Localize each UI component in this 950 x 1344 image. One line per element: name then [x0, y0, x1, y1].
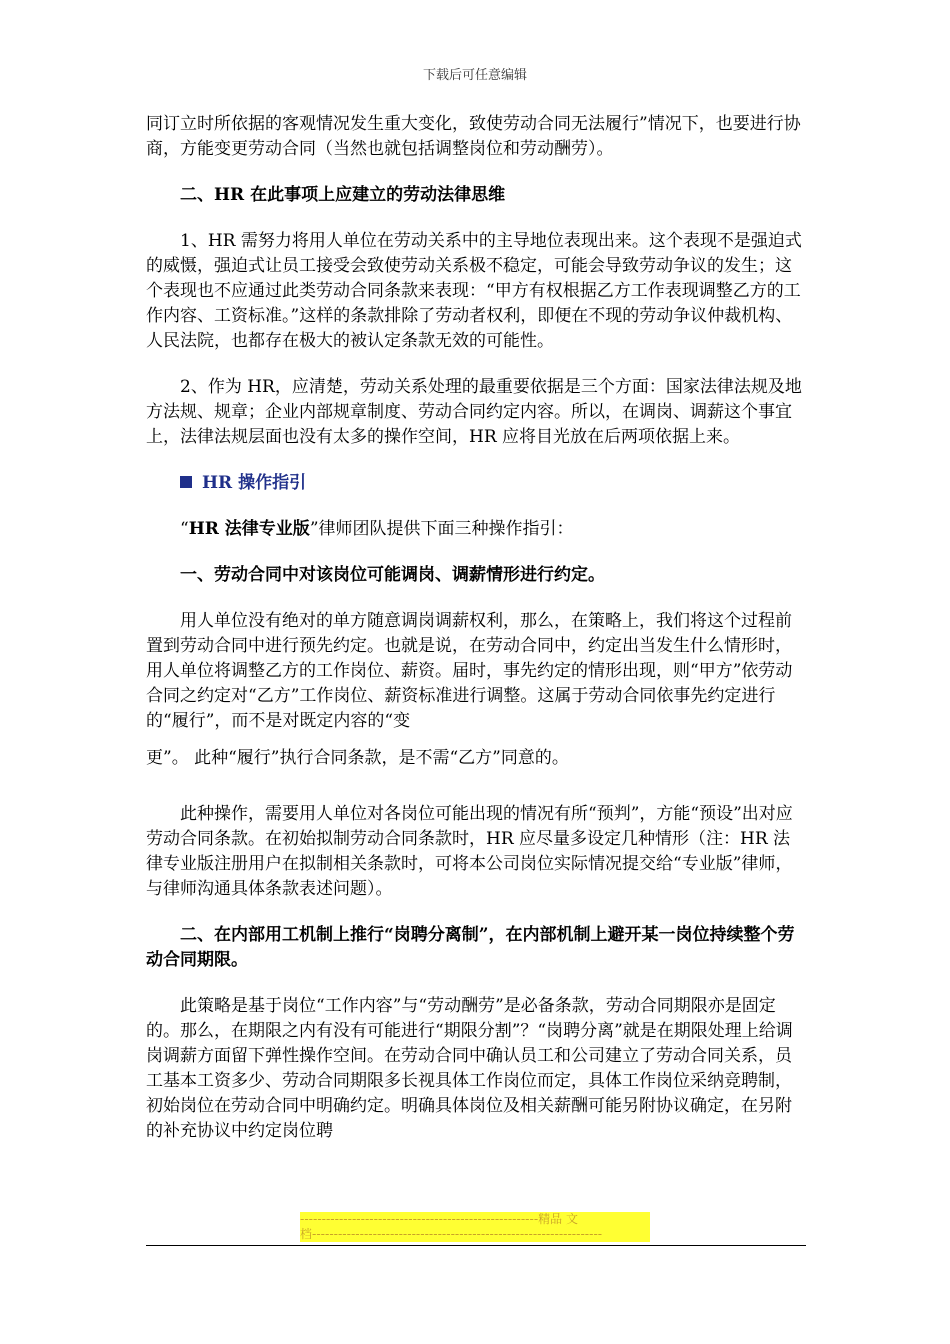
square-bullet-icon	[180, 476, 192, 488]
heading-legal-thinking: 二、HR 在此事项上应建立的劳动法律思维	[180, 185, 506, 205]
product-name: HR 法律专业版	[188, 519, 310, 539]
footer-divider	[146, 1245, 806, 1246]
section-title	[146, 471, 806, 496]
paragraph-guide-2: 此策略是基于岗位“工作内容”与“劳动酬劳”是必备条款，劳动合同期限亦是固定的。那么，在期限之内有没有可能进行“期限分割”？“岗聘分离”就是在期限处理上给调岗调薪方面留下弹性操作空间。在劳动合同中确认员工和公司建立了劳动合同关系，员工基本工资多少、劳动合同期限多长视具体工作岗位而定，具体工作岗位采纳竞聘制，初始岗位在劳动合同中明确约定。明确具体岗位及相关薪酬可能另附协议确定，在另附的补充协议中约定岗位聘	[146, 996, 793, 1141]
page-header: 下载后可任意编辑	[422, 68, 527, 83]
paragraph-continuation: 同订立时所依据的客观情况发生重大变化，致使劳动合同无法履行”情况下，也要进行协商，方能变更劳动合同（当然也就包括调整岗位和劳动酬劳）。	[146, 114, 801, 159]
paragraph-guide-1-end: 更”。 此种“履行”执行合同条款，是不需“乙方”同意的。	[146, 748, 569, 768]
heading-guide-1: 一、劳动合同中对该岗位可能调岗、调薪情形进行约定。	[180, 565, 605, 585]
paragraph-guide-1-note: 此种操作，需要用人单位对各岗位可能出现的情况有所“预判”，方能“预设”出对应劳动合同条款。在初始拟制劳动合同条款时，HR 应尽量多设定几种情形（注：HR 法律专业版注册用户在拟制相关条款时，可将本公司岗位实际情况提交给“专业版”律师，与律师沟通具体条款表述问题）。	[146, 804, 793, 899]
paragraph-point-1: 1、HR 需努力将用人单位在劳动关系中的主导地位表现出来。这个表现不是强迫式的威慑，强迫式让员工接受会致使劳动关系极不稳定，可能会导致劳动争议的发生；这个表现也不应通过此类劳动合同条款来表现：“甲方有权根据乙方工作表现调整乙方的工作内容、工资标准。”这样的条款排除了劳动者权利，即便在不现的劳动争议仲裁机构、人民法院，也都存在极大的被认定条款无效的可能性。	[146, 231, 802, 351]
paragraph-point-2: 2、作为 HR，应清楚，劳动关系处理的最重要依据是三个方面：国家法律法规及地方法规、规章；企业内部规章制度、劳动合同约定内容。所以，在调岗、调薪这个事宜上，法律法规层面也没有太多的操作空间，HR 应将目光放在后两项依据上来。	[146, 377, 802, 447]
intro-paragraph: “HR 法律专业版”律师团队提供下面三种操作指引：	[180, 519, 574, 539]
document-body	[146, 112, 806, 1144]
paragraph-guide-1: 用人单位没有绝对的单方随意调岗调薪权利，那么，在策略上，我们将这个过程前置到劳动合同中进行预先约定。也就是说，在劳动合同中，约定出当发生什么情形时，用人单位将调整乙方的工作岗位、薪资。届时，事先约定的情形出现，则“甲方”依劳动合同之约定对“乙方”工作岗位、薪资标准进行调整。这属于劳动合同依事先约定进行的“履行”，而不是对既定内容的“变	[146, 611, 793, 731]
watermark-footer: -------------------------------------------------------精品 文 档-------------------------------------------------------------------	[300, 1212, 650, 1242]
heading-guide-2: 二、在内部用工机制上推行“岗聘分离制”，在内部机制上避开某一岗位持续整个劳动合同期限。	[146, 925, 795, 970]
section-title-text: HR 操作指引	[202, 473, 307, 493]
